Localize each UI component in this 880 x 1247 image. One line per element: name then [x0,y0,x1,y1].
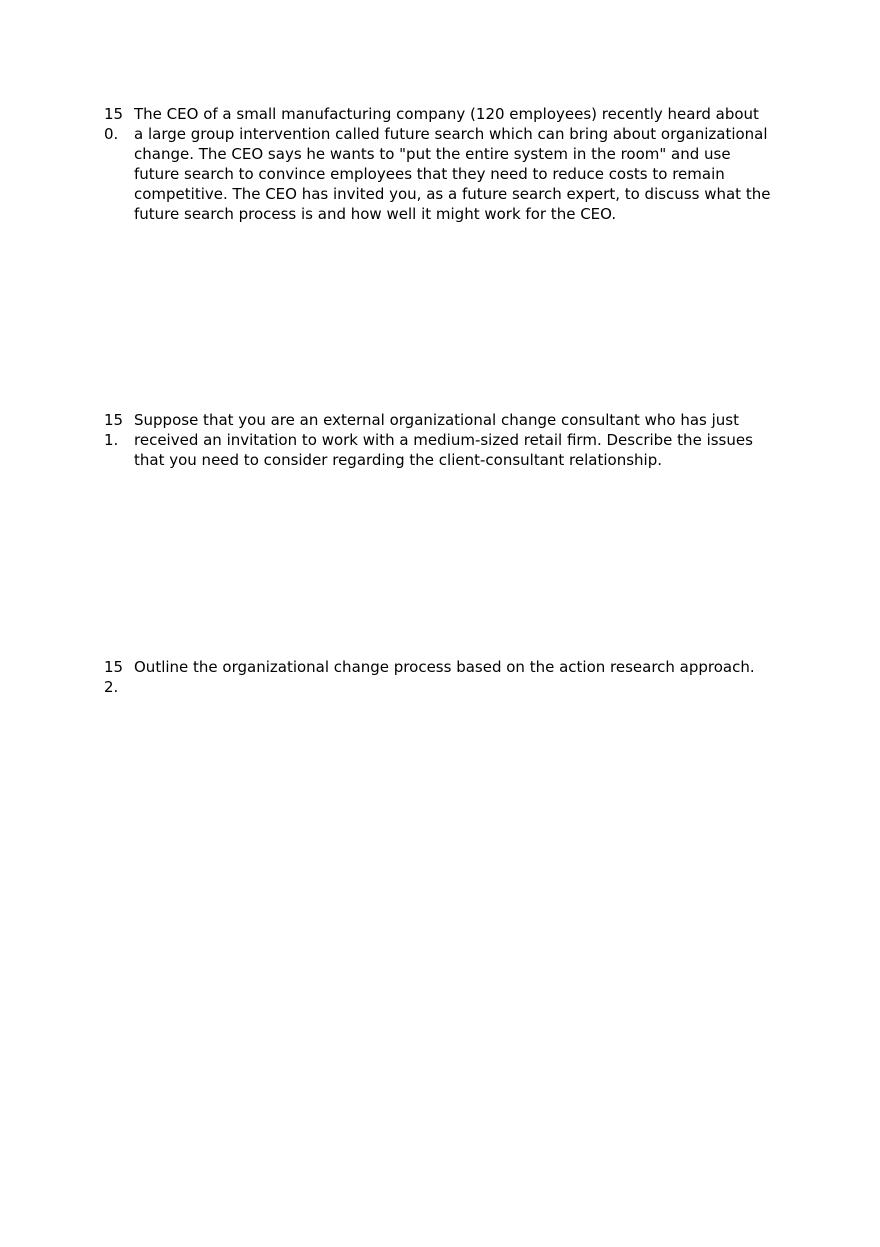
question-text: Suppose that you are an external organizational change consultant who has just received an invitation to work with a medium-sized retail firm. Describe the issues that you need to consider regarding the client-consultant relationship. [134,411,753,469]
question-number: 150. [104,105,124,143]
question-number: 151. [104,411,124,449]
question-text: Outline the organizational change process based on the action research approach. [134,658,755,676]
question-151 [104,410,776,470]
question-number: 152. [104,658,124,696]
question-152 [104,657,776,697]
question-text: The CEO of a small manufacturing company (120 employees) recently heard about a large group intervention called future search which can bring about organizational change. The CEO says he wants to "put the entire system in the room" and use future search to convince employees that they need to reduce costs to remain competitive. The CEO has invited you, as a future search expert, to discuss what the future search process is and how well it might work for the CEO. [134,105,771,223]
question-150 [104,104,776,224]
